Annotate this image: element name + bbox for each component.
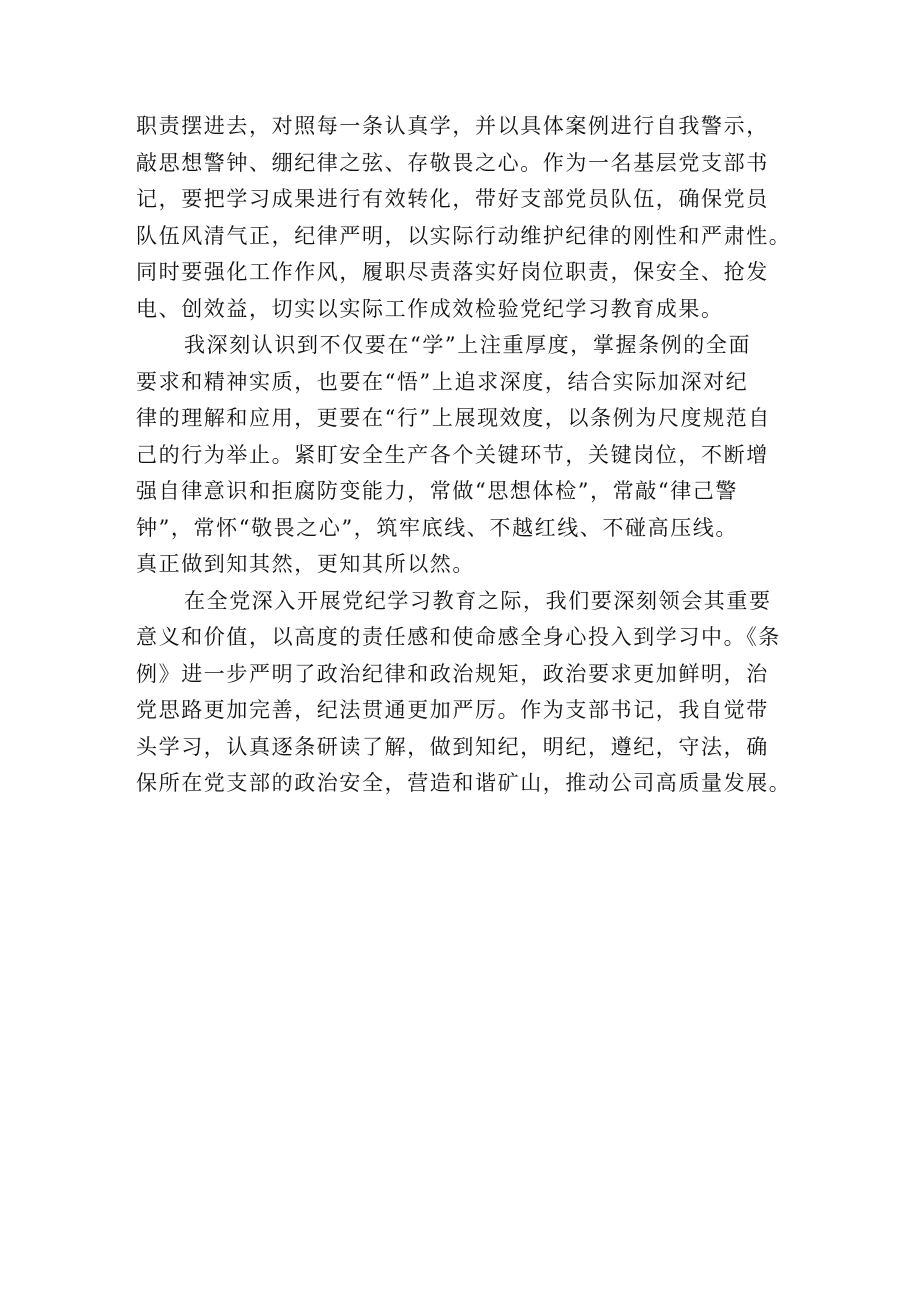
paragraph-line: 职责摆进去，对照每一条认真学，并以具体案例进行自我警示，	[136, 114, 769, 138]
paragraph-line: 同时要强化工作作风，履职尽责落实好岗位职责，保安全、抢发	[136, 260, 769, 284]
paragraph-line: 意义和价值，以高度的责任感和使命感全身心投入到学习中。《条	[136, 625, 781, 649]
paragraph-line: 保所在党支部的政治安全，营造和谐矿山，推动公司高质量发展。	[136, 771, 792, 795]
paragraph-first-line: 我深刻认识到不仅要在“学”上注重厚度，掌握条例的全面	[184, 333, 752, 357]
paragraph-line: 例》进一步严明了政治纪律和政治规矩，政治要求更加鲜明，治	[136, 661, 769, 686]
paragraph-line: 电、创效益，切实以实际工作成效检验党纪学习教育成果。	[136, 296, 724, 321]
paragraph-line: 真正做到知其然，更知其所以然。	[136, 552, 475, 576]
paragraph-line: 钟”，常怀“敬畏之心”，筑牢底线、不越红线、不碰高压线。	[136, 515, 739, 540]
paragraph-line: 党思路更加完善，纪法贯通更加严厉。作为支部书记，我自觉带	[136, 698, 769, 722]
paragraph-1	[136, 108, 800, 327]
paragraph-line: 敲思想警钟、绷纪律之弦、存敬畏之心。作为一名基层党支部书	[136, 150, 769, 175]
paragraph-3	[136, 583, 800, 802]
paragraph-line: 己的行为举止。紧盯安全生产各个关键环节，关键岗位，不断增	[136, 442, 769, 467]
paragraph-line: 记，要把学习成果进行有效转化，带好支部党员队伍，确保党员	[136, 187, 769, 211]
paragraph-line: 头学习，认真逐条研读了解，做到知纪，明纪，遵纪，守法，确	[136, 734, 769, 759]
paragraph-2	[136, 327, 800, 583]
paragraph-line: 律的理解和应用，更要在“行”上展现效度，以条例为尺度规范自	[136, 406, 771, 430]
paragraph-first-line: 在全党深入开展党纪学习教育之际，我们要深刻领会其重要	[184, 588, 772, 613]
paragraph-line: 要求和精神实质，也要在“悟”上追求深度，结合实际加深对纪	[136, 369, 749, 394]
paragraph-line: 强自律意识和拒腐防变能力，常做“思想体检”，常敲“律己警	[136, 479, 739, 503]
paragraph-line: 队伍风清气正，纪律严明，以实际行动维护纪律的刚性和严肃性。	[136, 223, 792, 248]
document-body	[136, 108, 800, 802]
